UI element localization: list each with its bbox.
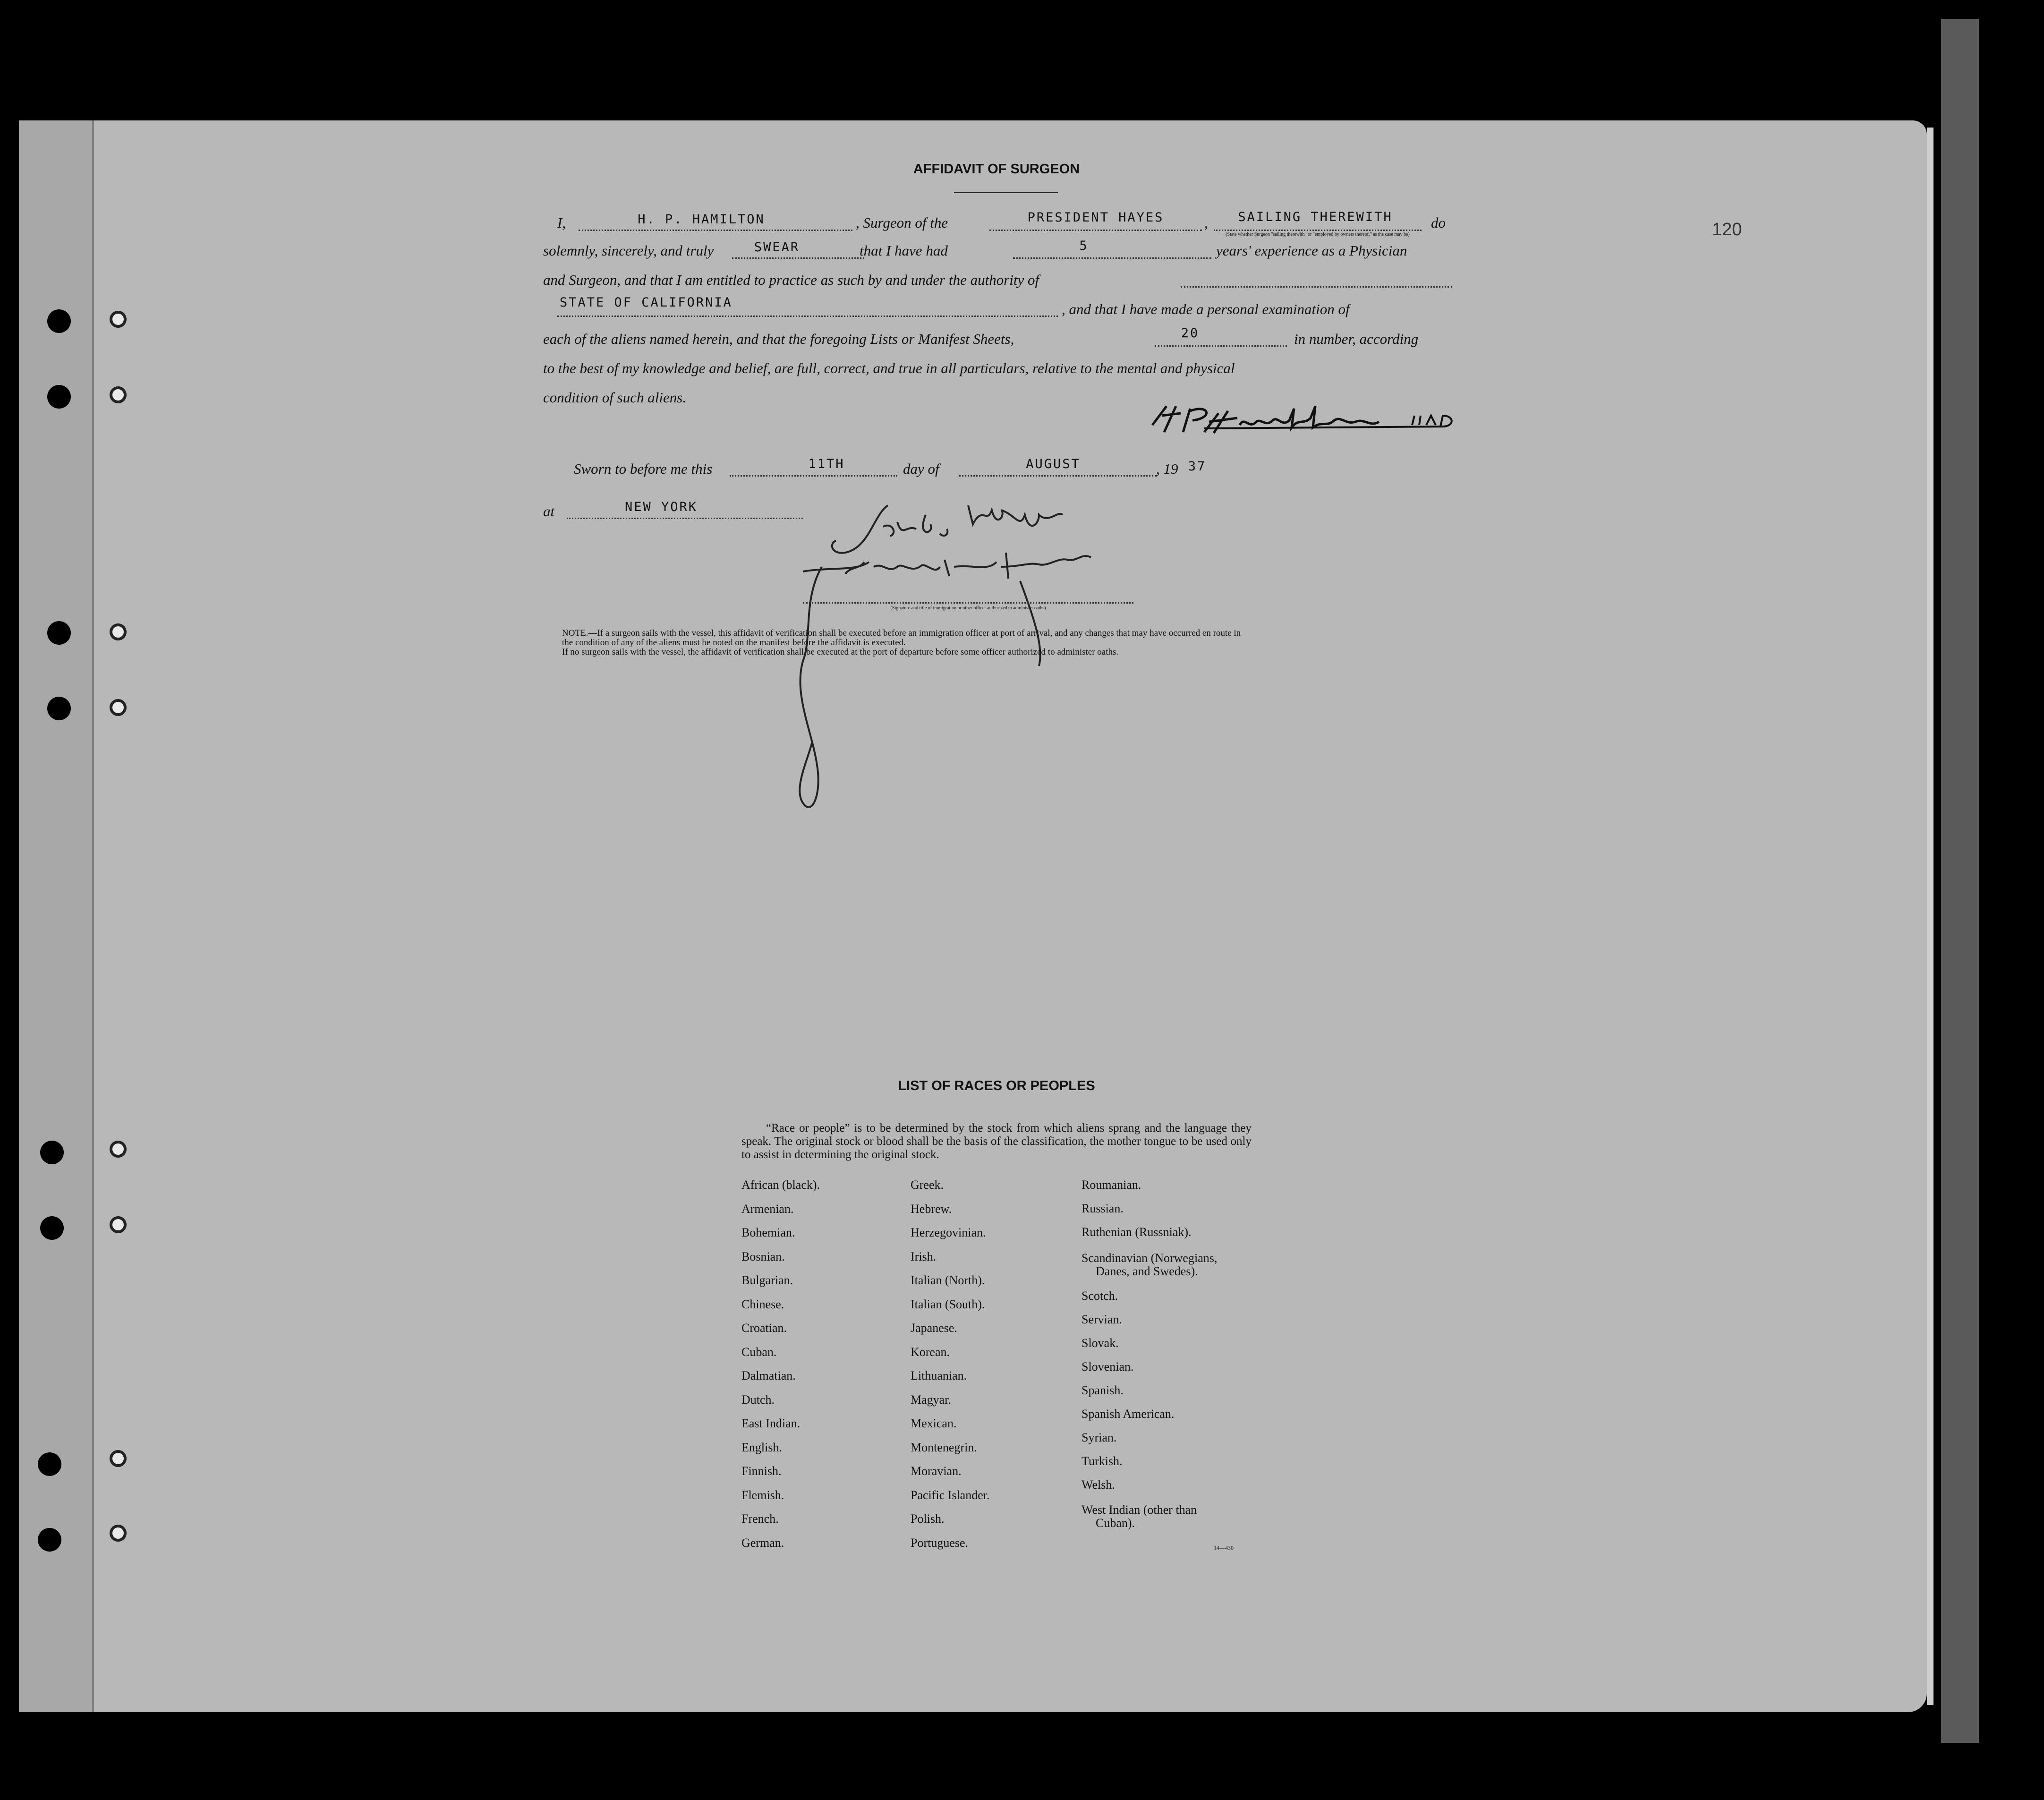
- binding-hole: [47, 621, 71, 645]
- binding-hole: [40, 1216, 64, 1240]
- place-line: [567, 518, 803, 519]
- race-entry: German.: [741, 1536, 784, 1550]
- page-number: 120: [1712, 220, 1742, 239]
- oath-line: [732, 257, 864, 259]
- race-entry: Scandinavian (Norwegians,: [1082, 1251, 1218, 1265]
- authority-value: STATE OF CALIFORNIA: [560, 295, 732, 310]
- race-entry: Japanese.: [911, 1321, 957, 1335]
- race-entry: Danes, and Swedes).: [1096, 1264, 1198, 1278]
- races-column-1: [741, 1178, 883, 1556]
- race-entry: Portuguese.: [911, 1536, 969, 1550]
- year-value: 37: [1188, 459, 1207, 474]
- adjacent-page-edge: [1941, 19, 1979, 1743]
- race-entry: Chinese.: [741, 1297, 784, 1311]
- race-entry: East Indian.: [741, 1416, 801, 1430]
- race-entry: Welsh.: [1082, 1478, 1115, 1492]
- years-value: 5: [1079, 239, 1089, 253]
- eyelet: [110, 699, 127, 716]
- status-line: [1214, 230, 1422, 231]
- text-entitled: and Surgeon, and that I am entitled to practice as such by and under the authority of: [543, 272, 1039, 288]
- race-entry: Bohemian.: [741, 1226, 795, 1239]
- title-rule: [954, 192, 1058, 193]
- note-line-1: NOTE.—If a surgeon sails with the vessel, this affidavit of verification shall be executed before an immigration officer at port of arrival, and any changes that may have occurred en route in: [562, 628, 1241, 638]
- text-solemnly: solemnly, sincerely, and truly: [543, 242, 714, 259]
- day-line: [730, 475, 897, 477]
- page-right-edge: [1927, 128, 1933, 1705]
- text-sworn: Sworn to before me this: [574, 461, 713, 477]
- years-line: [1013, 257, 1211, 259]
- race-entry: Spanish American.: [1082, 1407, 1175, 1421]
- surgeon-signature: [1148, 399, 1507, 437]
- place-value: NEW YORK: [624, 500, 698, 514]
- race-entry: Turkish.: [1082, 1454, 1123, 1468]
- text-best: to the best of my knowledge and belief, are full, correct, and true in all particulars, relative to the mental and physical: [543, 360, 1235, 376]
- race-entry: Italian (South).: [911, 1297, 985, 1311]
- surgeon-name-line: [579, 230, 852, 231]
- text-had: that I have had: [860, 242, 948, 259]
- surgeon-status: SAILING THEREWITH: [1238, 210, 1393, 224]
- oath-value: SWEAR: [754, 240, 800, 255]
- sheets-line: [1155, 345, 1287, 347]
- race-entry: West Indian (other than: [1082, 1503, 1197, 1517]
- race-entry: African (black).: [741, 1178, 820, 1192]
- eyelet: [110, 1525, 127, 1542]
- text-day-of: day of: [903, 461, 939, 477]
- affidavit-title: AFFIDAVIT OF SURGEON: [913, 162, 1080, 177]
- race-entry: Irish.: [911, 1249, 937, 1263]
- race-entry: Dutch.: [741, 1392, 775, 1407]
- race-entry: Hebrew.: [911, 1202, 952, 1216]
- race-entry: Bosnian.: [741, 1249, 785, 1263]
- text-number: in number, according: [1294, 331, 1419, 347]
- eyelet: [110, 1216, 127, 1233]
- eyelet: [110, 1141, 127, 1158]
- race-entry: Roumanian.: [1082, 1178, 1141, 1192]
- race-entry: Montenegrin.: [911, 1440, 977, 1454]
- text-surgeon-of: , Surgeon of the: [856, 214, 948, 231]
- race-entry: Slovenian.: [1082, 1360, 1134, 1373]
- race-entry: Cuban.: [741, 1345, 777, 1359]
- binding-hole: [38, 1452, 61, 1476]
- text-aliens: each of the aliens named herein, and that the foregoing Lists or Manifest Sheets,: [543, 331, 1014, 347]
- race-entry: Italian (North).: [911, 1273, 985, 1287]
- race-entry: French.: [741, 1512, 779, 1526]
- eyelet: [110, 1450, 127, 1467]
- vessel-line: [989, 230, 1202, 231]
- eyelet: [110, 386, 127, 403]
- surgeon-name: H. P. HAMILTON: [638, 212, 765, 227]
- races-column-3: [1082, 1178, 1270, 1556]
- race-entry: Korean.: [911, 1345, 950, 1359]
- race-entry: English.: [741, 1440, 782, 1454]
- officer-signature-line: [803, 602, 1133, 604]
- race-entry: Finnish.: [741, 1464, 782, 1478]
- binding-hole: [38, 1528, 61, 1552]
- text-experience: years' experience as a Physician: [1216, 242, 1407, 259]
- race-entry: Servian.: [1082, 1313, 1122, 1326]
- race-entry: Greek.: [911, 1178, 944, 1192]
- text-comma: ,: [1204, 214, 1208, 231]
- status-note: (State whether Surgeon "sailing therewith" or "employed by owners thereof," as the case may be): [1226, 232, 1410, 237]
- races-intro: “Race or people” is to be determined by the stock from which aliens sprang and the language they speak. The original stock or blood shall be the basis of the classification, the mother tongue to be used only to assist in determining the original stock.: [741, 1122, 1252, 1161]
- races-column-2: [911, 1178, 1052, 1556]
- note-line-2: the condition of any of the aliens must be noted on the manifest before the affidavit is executed.: [562, 638, 906, 648]
- note-line-3: If no surgeon sails with the vessel, the affidavit of verification shall be executed at the port of departure before some officer authorized to administer oaths.: [562, 647, 1119, 657]
- vessel-name: PRESIDENT HAYES: [1027, 210, 1164, 225]
- text-i: I,: [557, 214, 566, 231]
- race-entry: Magyar.: [911, 1392, 951, 1407]
- race-entry: Mexican.: [911, 1416, 957, 1430]
- text-do: do: [1431, 214, 1446, 231]
- race-entry: Spanish.: [1082, 1383, 1124, 1397]
- text-examination: , and that I have made a personal examination of: [1062, 301, 1350, 317]
- eyelet: [110, 623, 127, 640]
- text-at: at: [543, 503, 555, 520]
- race-entry: Croatian.: [741, 1321, 787, 1335]
- day-value: 11TH: [808, 457, 845, 471]
- race-entry: Scotch.: [1082, 1289, 1118, 1303]
- race-entry: Herzegovinian.: [911, 1226, 986, 1239]
- month-value: AUGUST: [1026, 457, 1081, 471]
- officer-signature: [775, 496, 1133, 836]
- binding-hole: [47, 697, 71, 720]
- race-entry: Cuban).: [1096, 1516, 1135, 1530]
- eyelet: [110, 311, 127, 328]
- races-title: LIST OF RACES OR PEOPLES: [898, 1078, 1095, 1093]
- text-19: , 19: [1156, 461, 1178, 477]
- text-condition: condition of such aliens.: [543, 389, 687, 406]
- race-entry: Bulgarian.: [741, 1273, 793, 1287]
- race-entry: Polish.: [911, 1512, 945, 1526]
- sheets-value: 20: [1181, 326, 1200, 341]
- form-code: 14—430: [1214, 1544, 1234, 1551]
- race-entry: Armenian.: [741, 1202, 794, 1216]
- authority-line: [557, 316, 1058, 317]
- race-entry: Slovak.: [1082, 1336, 1119, 1350]
- binding-hole: [40, 1141, 64, 1164]
- race-entry: Pacific Islander.: [911, 1488, 990, 1502]
- race-entry: Russian.: [1082, 1202, 1124, 1215]
- binding-hole: [47, 385, 71, 409]
- officer-caption: (Signature and title of immigration or other officer authorized to administer oaths): [890, 606, 1046, 611]
- race-entry: Ruthenian (Russniak).: [1082, 1225, 1192, 1239]
- binding-hole: [47, 309, 71, 333]
- race-entry: Dalmatian.: [741, 1369, 796, 1382]
- race-entry: Syrian.: [1082, 1431, 1117, 1444]
- entitled-line: [1181, 286, 1452, 288]
- race-entry: Lithuanian.: [911, 1369, 967, 1382]
- month-line: [959, 475, 1157, 477]
- race-entry: Flemish.: [741, 1488, 784, 1502]
- race-entry: Moravian.: [911, 1464, 962, 1478]
